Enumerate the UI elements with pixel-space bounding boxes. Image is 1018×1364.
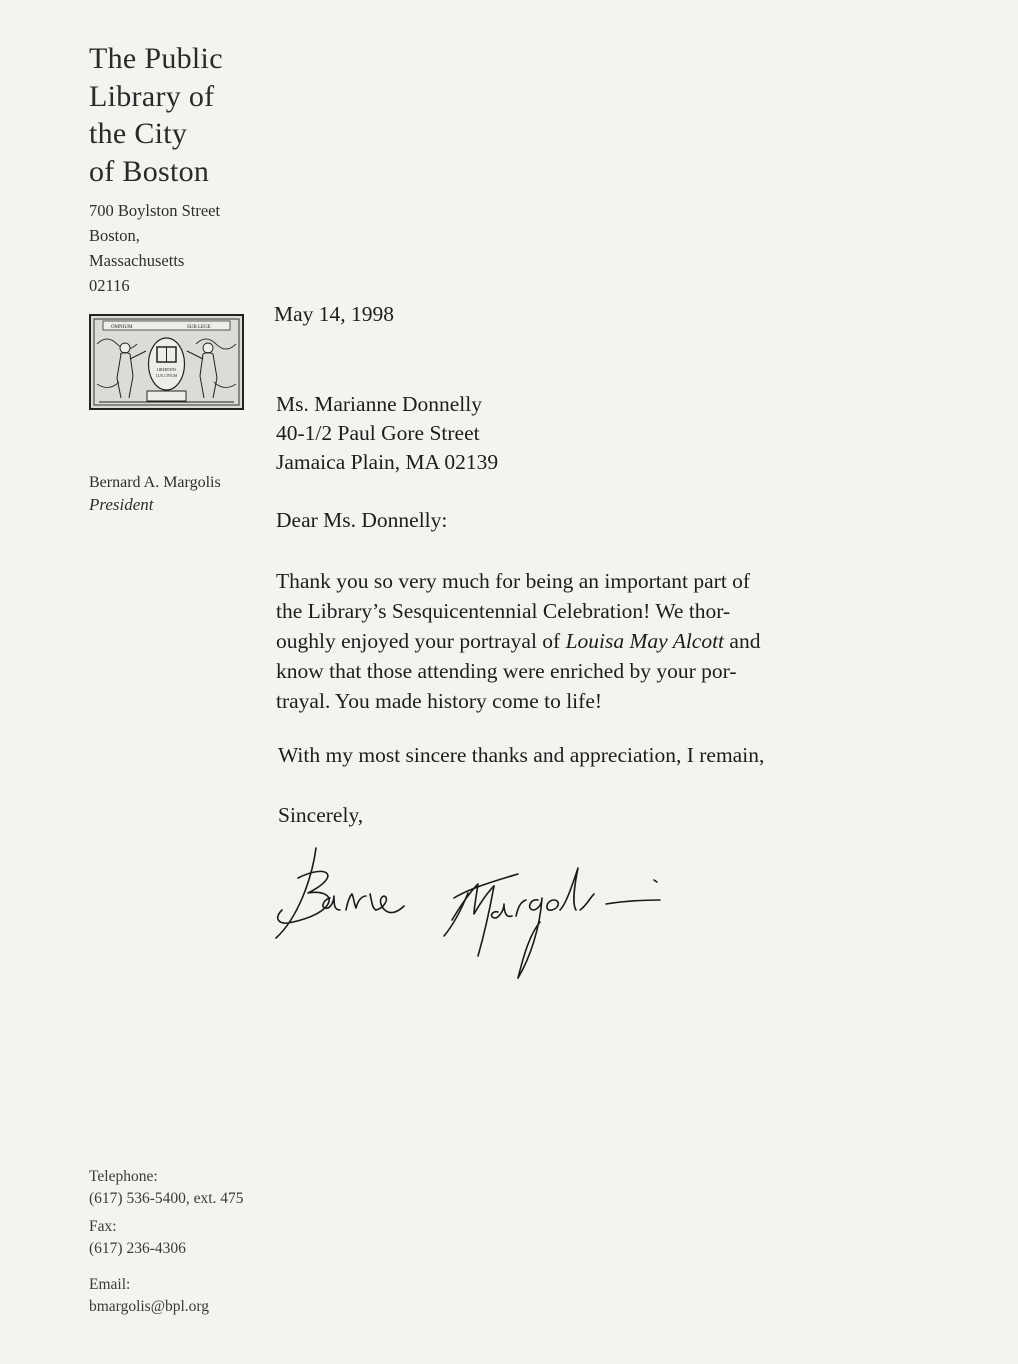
organization-name-line: The Public (89, 42, 223, 75)
body-line-italic-title: Louisa May Alcott (565, 629, 725, 653)
body-line-text: and (724, 629, 761, 653)
organization-address (89, 198, 220, 298)
letter-date: May 14, 1998 (274, 302, 395, 326)
body-line: trayal. You made history come to life! (276, 689, 603, 713)
organization-name-line: the City (89, 117, 188, 150)
organization-name-line: Library of (89, 79, 215, 113)
seal-motto-text: LIBERTATIS (156, 368, 177, 372)
closing-valediction: Sincerely, (278, 803, 364, 827)
body-line (276, 626, 876, 656)
salutation: Dear Ms. Donnelly: (276, 508, 448, 532)
telephone-value: (617) 536-5400, ext. 475 (89, 1190, 244, 1207)
contact-telephone (89, 1166, 244, 1210)
contact-fax (89, 1216, 186, 1260)
recipient-address (276, 390, 498, 477)
address-line: Boston, (89, 226, 140, 245)
recipient-line: Ms. Marianne Donnelly (276, 392, 483, 416)
seal-banner-text: SUB LEGE (187, 325, 211, 330)
address-line: 700 Boylston Street (89, 201, 221, 220)
closing-sentence: With my most sincere thanks and appreciation, I remain, (278, 743, 765, 767)
body-line: the Library’s Sesquicentennial Celebration! We thor- (276, 599, 731, 623)
recipient-line: Jamaica Plain, MA 02139 (276, 450, 499, 474)
telephone-label: Telephone: (89, 1168, 158, 1185)
body-line-text: oughly enjoyed your portrayal of (276, 629, 566, 653)
email-label: Email: (89, 1276, 131, 1293)
sender-block (89, 472, 221, 516)
seal-banner-text: OMNIUM (111, 325, 133, 330)
contact-email (89, 1274, 209, 1318)
organization-name (89, 40, 223, 190)
body-line: know that those attending were enriched by your por- (276, 659, 737, 683)
body-line: Thank you so very much for being an important part of (276, 569, 751, 593)
fax-value: (617) 236-4306 (89, 1240, 186, 1257)
fax-label: Fax: (89, 1218, 117, 1235)
handwritten-signature (268, 838, 678, 988)
sender-name: Bernard A. Margolis (89, 474, 221, 491)
seal-motto-text: LUX CIVIUM (155, 374, 178, 378)
recipient-line: 40-1/2 Paul Gore Street (276, 421, 480, 445)
sender-title: President (89, 495, 154, 514)
letter-body (276, 566, 876, 716)
library-seal-logo (89, 314, 244, 410)
organization-name-line: of Boston (89, 154, 210, 188)
address-line: 02116 (89, 276, 130, 295)
address-line: Massachusetts (89, 251, 185, 270)
email-value: bmargolis@bpl.org (89, 1298, 210, 1315)
